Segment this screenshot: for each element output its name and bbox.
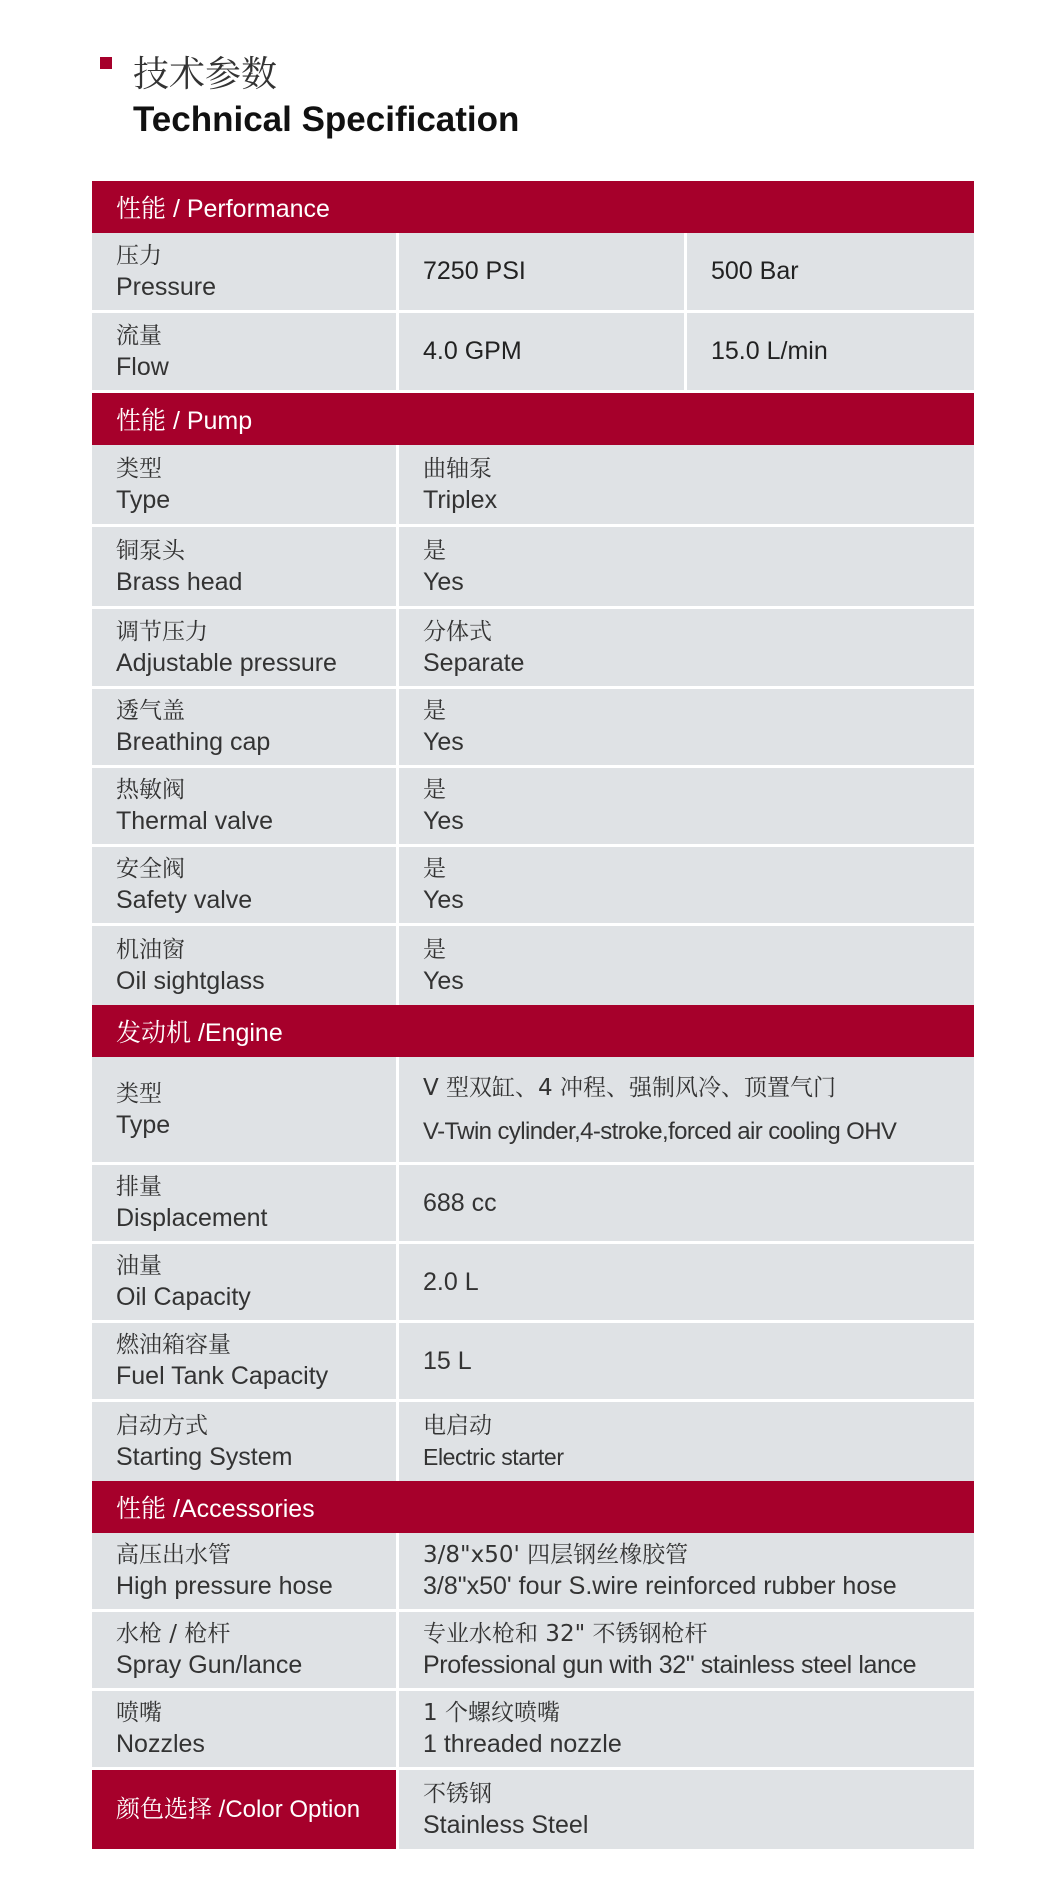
row-value	[399, 1402, 974, 1481]
label-cn: 类型	[116, 1080, 162, 1107]
row-value	[399, 527, 974, 606]
label-en: Adjustable pressure	[116, 648, 337, 677]
spec-table	[92, 181, 974, 1849]
table-row-oil-sightglass	[92, 926, 974, 1005]
label-en: Safety valve	[116, 886, 253, 914]
value-cn: 电启动	[423, 1412, 492, 1439]
section-title: 发动机 /Engine	[116, 1019, 283, 1047]
row-label	[92, 445, 399, 524]
value-cn: 是	[423, 856, 446, 882]
value-cn: 分体式	[423, 618, 492, 645]
section-title: 性能 / Performance	[116, 195, 330, 223]
label-cn: 压力	[116, 242, 162, 269]
label-en: High pressure hose	[116, 1572, 333, 1600]
label-en: Brass head	[116, 567, 243, 596]
row-value	[399, 1533, 974, 1609]
row-label	[92, 233, 399, 310]
label-cn: 调节压力	[116, 618, 208, 645]
value-cn: 1 个螺纹喷嘴	[423, 1700, 560, 1726]
value-en: Electric starter	[423, 1443, 564, 1470]
label-cn: 类型	[116, 455, 162, 482]
row-label	[92, 527, 399, 606]
table-row-safety-valve	[92, 847, 974, 926]
row-label	[92, 689, 399, 765]
table-row-engine-type	[92, 1057, 974, 1165]
table-row-hose	[92, 1533, 974, 1612]
row-label	[92, 313, 399, 390]
value-en: Yes	[423, 807, 464, 835]
row-label	[92, 1323, 399, 1399]
section-title: 性能 / Pump	[116, 407, 253, 435]
title-english: Technical Specification	[133, 100, 520, 139]
row-value: 688 cc	[423, 1188, 497, 1217]
label-en: Starting System	[116, 1442, 293, 1471]
row-value	[399, 1691, 974, 1767]
label-cn: 水枪 / 枪杆	[116, 1621, 231, 1647]
row-value	[399, 1612, 974, 1688]
section-header-accessories	[92, 1481, 974, 1533]
label-cn: 流量	[116, 322, 162, 349]
table-row-starting-system	[92, 1402, 974, 1481]
value-cn: 是	[423, 698, 446, 724]
value-en: Separate	[423, 648, 525, 677]
row-label	[92, 768, 399, 844]
value-cn: 是	[423, 777, 446, 803]
row-label	[92, 1691, 399, 1767]
red-square-bullet-icon	[100, 57, 112, 69]
value-cn: V 型双缸、4 冲程、强制风冷、顶置气门	[423, 1074, 836, 1101]
value-en: Professional gun with 32" stainless steel lance	[423, 1651, 917, 1679]
label-en: Displacement	[116, 1204, 268, 1232]
color-option-label: 颜色选择 /Color Option	[92, 1770, 399, 1849]
row-value	[399, 609, 974, 686]
value-en: Yes	[423, 567, 464, 596]
table-row-fuel-tank	[92, 1323, 974, 1402]
table-row-oil-capacity	[92, 1244, 974, 1323]
row-label	[92, 1612, 399, 1688]
label-en: Nozzles	[116, 1730, 205, 1758]
row-label	[92, 926, 399, 1005]
value-gpm: 4.0 GPM	[399, 313, 687, 390]
label-cn: 油量	[116, 1253, 162, 1279]
row-label	[92, 1533, 399, 1609]
table-row-spray-gun	[92, 1612, 974, 1691]
label-cn: 启动方式	[116, 1412, 208, 1439]
table-row-displacement	[92, 1165, 974, 1244]
section-header-pump	[92, 393, 974, 445]
row-value	[399, 926, 974, 1005]
label-en: Fuel Tank Capacity	[116, 1362, 329, 1390]
row-label	[92, 847, 399, 923]
row-value	[399, 1770, 974, 1849]
label-cn: 透气盖	[116, 698, 185, 724]
label-cn: 喷嘴	[116, 1700, 162, 1726]
label-cn: 安全阀	[116, 856, 185, 882]
label-en: Type	[116, 485, 171, 514]
row-value	[399, 1057, 974, 1162]
value-en: 3/8"x50' four S.wire reinforced rubber hose	[423, 1572, 897, 1600]
label-cn: 排量	[116, 1174, 162, 1200]
row-value: 15 L	[423, 1346, 472, 1375]
value-en: Stainless Steel	[423, 1810, 589, 1839]
table-row-nozzles	[92, 1691, 974, 1770]
section-header-performance	[92, 181, 974, 233]
title-chinese: 技术参数	[133, 54, 278, 95]
label-cn: 燃油箱容量	[116, 1332, 231, 1358]
label-cn: 高压出水管	[116, 1542, 231, 1568]
value-cn: 是	[423, 936, 446, 963]
table-row-color-option	[92, 1770, 974, 1849]
section-header-engine	[92, 1005, 974, 1057]
table-row-thermal-valve	[92, 768, 974, 847]
value-cn: 是	[423, 537, 446, 564]
value-cn: 专业水枪和 32" 不锈钢枪杆	[423, 1621, 708, 1647]
value-psi: 7250 PSI	[399, 233, 687, 310]
table-row-flow	[92, 313, 974, 393]
table-row-pressure	[92, 233, 974, 313]
table-row-adjustable-pressure	[92, 609, 974, 689]
row-label	[92, 1057, 399, 1162]
label-en: Oil sightglass	[116, 966, 265, 995]
label-en: Thermal valve	[116, 807, 273, 835]
value-bar: 500 Bar	[711, 257, 799, 285]
value-cn: 3/8"x50' 四层钢丝橡胶管	[423, 1542, 689, 1568]
value-cn: 不锈钢	[423, 1780, 492, 1807]
row-label	[92, 1165, 399, 1241]
value-en: 1 threaded nozzle	[423, 1730, 622, 1758]
label-en: Flow	[116, 352, 169, 381]
value-en: V-Twin cylinder,4-stroke,forced air cooling OHV	[423, 1117, 897, 1145]
label-en: Type	[116, 1110, 171, 1139]
row-label	[92, 1402, 399, 1481]
row-value	[399, 689, 974, 765]
label-cn: 铜泵头	[116, 537, 185, 564]
table-row-pump-type	[92, 445, 974, 527]
row-value	[399, 847, 974, 923]
value-cn: 曲轴泵	[423, 455, 492, 482]
row-label	[92, 609, 399, 686]
label-cn: 热敏阀	[116, 777, 185, 803]
label-en: Spray Gun/lance	[116, 1651, 303, 1679]
table-row-brass-head	[92, 527, 974, 609]
row-value	[399, 768, 974, 844]
label-en: Pressure	[116, 272, 217, 301]
row-value	[399, 445, 974, 524]
value-en: Yes	[423, 966, 464, 995]
value-lmin: 15.0 L/min	[711, 337, 828, 365]
table-row-breathing-cap	[92, 689, 974, 768]
label-cn: 机油窗	[116, 936, 185, 963]
label-en: Breathing cap	[116, 728, 271, 756]
row-label	[92, 1244, 399, 1320]
value-en: Yes	[423, 728, 464, 756]
section-title: 性能 /Accessories	[116, 1495, 315, 1523]
value-en: Yes	[423, 886, 464, 914]
label-en: Oil Capacity	[116, 1283, 251, 1311]
value-en: Triplex	[423, 485, 498, 514]
row-value: 2.0 L	[423, 1267, 479, 1296]
